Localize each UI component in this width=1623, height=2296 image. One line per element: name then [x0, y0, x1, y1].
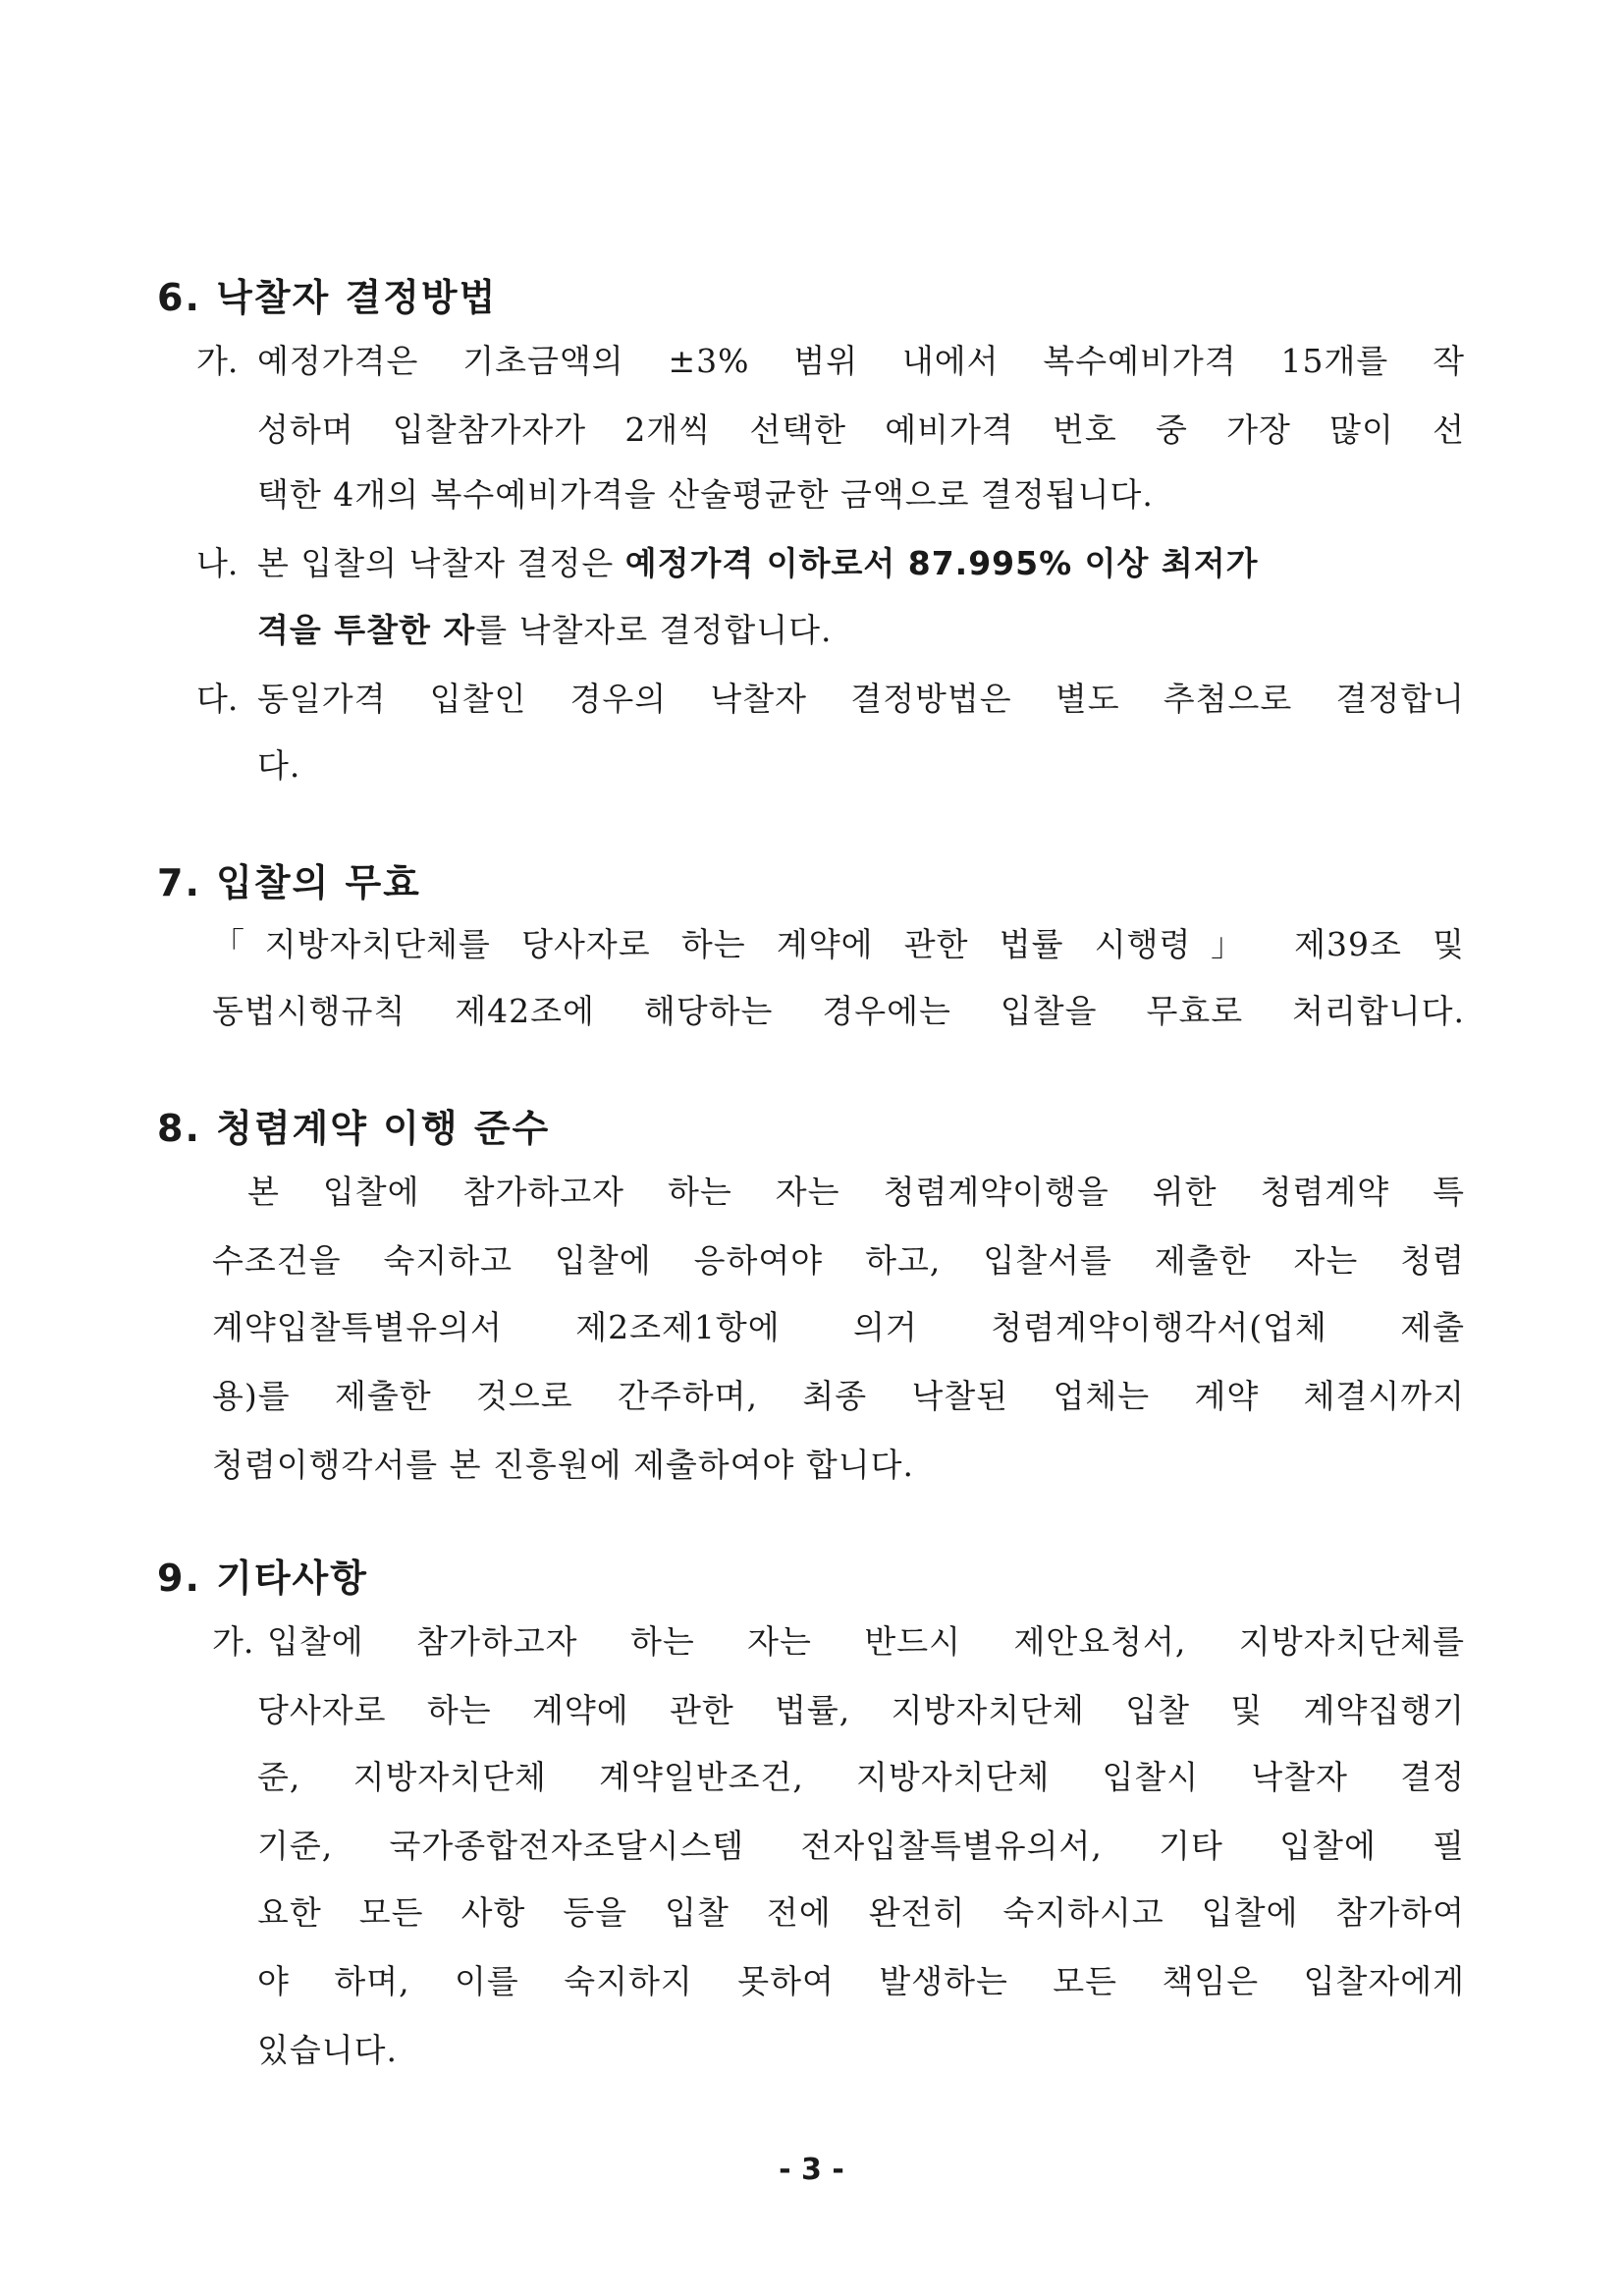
section-6-heading: 6. 낙찰자 결정방법	[157, 276, 498, 319]
s9-item-a-line-3: 준, 지방자치단체 계약일반조건, 지방자치단체 입찰시 낙찰자 결정	[257, 1758, 1465, 1796]
s8-line-1: 본 입찰에 참가하고자 하는 자는 청렴계약이행을 위한 청렴계약 특	[247, 1173, 1465, 1211]
s6-item-c-marker: 다.	[196, 680, 239, 718]
s9-item-a-line-6: 야 하며, 이를 숙지하지 못하여 발생하는 모든 책임은 입찰자에게	[257, 1962, 1465, 2000]
s8-line-5: 청렴이행각서를 본 진흥원에 제출하여야 합니다.	[212, 1446, 915, 1484]
s6-item-c-line-1: 동일가격 입찰인 경우의 낙찰자 결정방법은 별도 추첨으로 결정합니	[257, 680, 1465, 718]
s7-line-2: 동법시행규칙 제42조에 해당하는 경우에는 입찰을 무효로 처리합니다.	[212, 992, 1465, 1030]
s6-item-a-line-2: 성하며 입찰참가자가 2개씩 선택한 예비가격 번호 중 가장 많이 선	[257, 410, 1465, 449]
s6-item-a-marker: 가.	[196, 342, 239, 380]
s9-item-a-line-1: 입찰에 참가하고자 하는 자는 반드시 제안요청서, 지방자치단체를	[267, 1622, 1465, 1661]
s6-item-a-line-1: 예정가격은 기초금액의 ±3% 범위 내에서 복수예비가격 15개를 작	[257, 342, 1465, 380]
section-9-heading: 9. 기타사항	[157, 1557, 368, 1600]
s6-item-c-line-2: 다.	[257, 746, 301, 785]
s8-line-4: 용)를 제출한 것으로 간주하며, 최종 낙찰된 업체는 계약 체결시까지	[212, 1377, 1465, 1415]
s8-line-3: 계약입찰특별유의서 제2조제1항에 의거 청렴계약이행각서(업체 제출	[212, 1308, 1465, 1346]
s6-item-b-text: 본 입찰의 낙찰자 결정은	[257, 544, 625, 582]
s6-item-b-emphasis-2: 격을 투찰한 자	[257, 611, 476, 649]
section-7-heading: 7. 입찰의 무효	[157, 861, 421, 904]
s9-item-a-line-2: 당사자로 하는 계약에 관한 법률, 지방자치단체 입찰 및 계약집행기	[257, 1691, 1465, 1729]
s9-item-a-marker: 가.	[212, 1622, 254, 1661]
s9-item-a-line-4: 기준, 국가종합전자조달시스템 전자입찰특별유의서, 기타 입찰에 필	[257, 1827, 1465, 1865]
s6-item-b-marker: 나.	[196, 544, 239, 582]
s7-line-1: 「지방자치단체를 당사자로 하는 계약에 관한 법률 시행령」 제39조 및	[212, 925, 1465, 963]
s6-item-a-line-3: 택한 4개의 복수예비가격을 산술평균한 금액으로 결정됩니다.	[257, 475, 1154, 514]
s9-item-a-line-7: 있습니다.	[257, 2031, 399, 2069]
s9-item-a-line-5: 요한 모든 사항 등을 입찰 전에 완전히 숙지하시고 입찰에 참가하여	[257, 1893, 1465, 1932]
s6-item-b-line-1	[257, 538, 1259, 584]
s6-item-b-text-2: 를 낙찰자로 결정합니다.	[475, 611, 833, 649]
s6-item-b-line-2	[257, 605, 833, 651]
section-8-heading: 8. 청렴계약 이행 준수	[157, 1107, 551, 1150]
s6-item-b-emphasis-1: 예정가격 이하로서 87.995% 이상 최저가	[624, 544, 1259, 582]
s8-line-2: 수조건을 숙지하고 입찰에 응하여야 하고, 입찰서를 제출한 자는 청렴	[212, 1241, 1465, 1280]
page-number: - 3 -	[779, 2153, 844, 2187]
